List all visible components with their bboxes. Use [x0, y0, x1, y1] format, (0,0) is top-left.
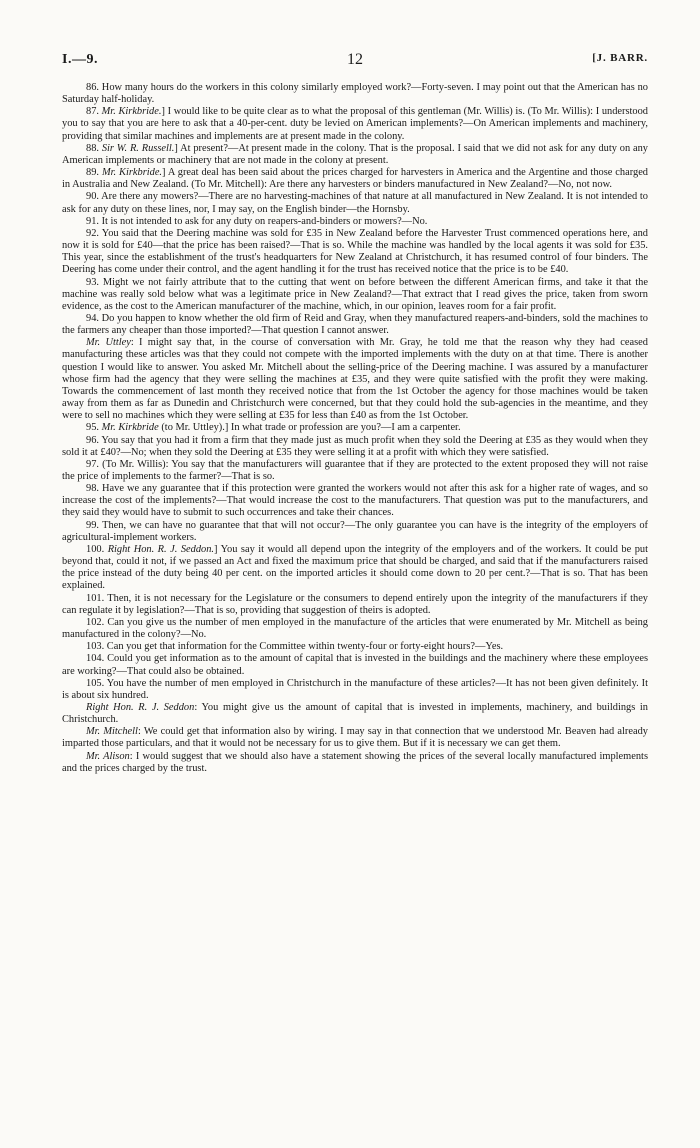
paragraph: [62, 593, 648, 617]
paragraph: [62, 520, 648, 544]
paragraph: [62, 726, 648, 750]
speaker-name: Right Hon. R. J. Seddon.: [107, 543, 214, 555]
speaker-name: Mr. Kirkbride.: [101, 167, 163, 179]
paragraph: [62, 422, 648, 434]
paragraph-text: 96. You say that you had it from a firm that they made just as much profit when they sold the Deering at £35 as they would when they sold it at £40?—No; when they sold the Deering at £35 they were selling it at a profit with which they were satisfied.: [62, 434, 648, 458]
speaker-name: Mr. Alison: [86, 750, 130, 762]
question-number: 88.: [86, 142, 102, 154]
question-number: 95.: [86, 422, 102, 434]
paragraph: [62, 216, 648, 228]
paragraph: [62, 435, 648, 459]
running-header: [62, 52, 648, 74]
paragraph-text: 105. You have the number of men employed in Christchurch in the manufacture of these articles?—It has not been given definitely. It is about six hundred.: [62, 677, 648, 701]
paragraph: [62, 751, 648, 775]
page-number: 12: [347, 51, 363, 68]
paragraph: [62, 544, 648, 593]
paragraph: [62, 337, 648, 422]
paragraph-text: 102. Can you give us the number of men employed in the manufacture of the articles that were enumerated by Mr. Mitchell as being manufactured in the colony?—No.: [62, 616, 648, 641]
paragraph-text: ] At present?—At present made in the colony. That is the proposal. I said that we did not ask for any duty on any American implements or machinery that are not made in the colony at present.: [62, 142, 648, 166]
evidence-text: [62, 82, 648, 775]
paper-reference: I.—9.: [62, 52, 98, 67]
paragraph: [62, 459, 648, 483]
paragraph-text: ] I would like to be quite clear as to what the proposal of this gentleman (Mr. Willis) is. (To Mr. Willis): I understood you to say that you are here to ask that a 40-per-cent. duty be levied on American implements?—On American implements and machinery, providing that similar machines and implements are at present made in the colony.: [62, 106, 649, 142]
paragraph-text: : I would suggest that we should also have a statement showing the prices of the several locally manufactured implements and the prices charged by the trust.: [62, 750, 648, 774]
paragraph-text: : We could get that information also by wiring. I may say in that connection that we understood Mr. Beaven had already imparted those particulars, and that it would not be necessary for us to give them. But if it is necessary we can get them.: [62, 726, 648, 750]
paragraph: [62, 483, 648, 519]
paragraph-text: 98. Have we any guarantee that if this protection were granted the workers would not after this ask for a higher rate of wages, and so increase the cost of the implements?—That would increase the cost to the manufacturers. That question was put to the manufacturers, and they said they would have to submit to such occurrences and take their chances.: [62, 483, 648, 519]
paragraph-text: 90. Are there any mowers?—There are no harvesting-machines of that nature at all manufactured in New Zealand. It is not intended to ask for any duty on these lines, nor, I may say, on the English binder—the Hornsby.: [62, 191, 648, 215]
question-number: 87.: [86, 106, 102, 118]
paragraph: [62, 228, 648, 277]
paragraph: [62, 653, 648, 677]
paragraph-text: 86. How many hours do the workers in this colony similarly employed work?—Forty-seven. I may point out that the American has no Saturday half-holiday.: [62, 82, 648, 106]
paragraph-text: 91. It is not intended to ask for any duty on reapers-and-binders or mowers?—No.: [86, 215, 428, 227]
question-number: 89.: [86, 167, 102, 179]
paragraph-text: : I might say that, in the course of conversation with Mr. Gray, he told me that the reason why they had ceased manufacturing these articles was that they could not compete with the imported implements with the duty on at that time. There is another question I would like to answer. You asked Mr. Mitchell about the selling-price of the Deering machine. I was assured by a manufacturer whose firm had the agency that they were selling the machines at £35, and they were quite satisfied with the profit they were making. Towards the commencement of last month they received notice that from the 1st October the agency for those machines would be taken away from them as far as Dunedin and Christchurch were concerned, but that they could hold the sub-agencies in the meantime, and they were to sell no machines which they were selling at £35 for less than £40 as from the 1st October.: [62, 337, 648, 422]
witness-name: [J. BARR.: [592, 52, 648, 64]
paragraph: [62, 702, 648, 726]
paragraph: [62, 143, 648, 167]
paragraph: [62, 277, 648, 313]
paragraph-text: 92. You said that the Deering machine was sold for £35 in New Zealand before the Harvester Trust commenced operations here, and now it is sold for £40—that the price has been raised?—That is so. While the machine was handled by the local agents it was sold for £35. This year, since the establishment of the trust's headquarters for New Zealand at Christchurch, it has resumed control of four binders. The Deering has come under their control, and the agent handling it for the trust has received notice that the price is to be £40.: [62, 227, 648, 276]
paragraph-text: 104. Could you get information as to the amount of capital that is invested in the buildings and the machinery where these employees are working?—That could also be obtained.: [62, 653, 648, 677]
speaker-name: Mr. Kirkbride.: [101, 106, 162, 118]
paragraph-text: : You might give us the amount of capital that is invested in implements, machinery, and buildings in Christchurch.: [62, 701, 648, 726]
paragraph: [62, 313, 648, 337]
paragraph-text: 103. Can you get that information for the Committee within twenty-four or forty-eight hours?—Yes.: [86, 641, 504, 653]
paragraph-text: 97. (To Mr. Willis): You say that the manufacturers will guarantee that if they are protected to the extent proposed they will not raise the price of implements to the farmer?—That is so.: [62, 458, 648, 482]
paragraph: [62, 641, 648, 653]
speaker-name: Right Hon. R. J. Seddon: [86, 701, 195, 713]
paragraph: [62, 82, 648, 106]
paragraph-text: ] You say it would all depend upon the integrity of the employers and of the workers. It could be put beyond that, could it not, if we passed an Act and fixed the maximum price that should be charged, and said that if the manufacturers raised the price instead of the duty being 40 per cent. on the imported articles it should come down to 20 per cent.?—That is so. That has been explained.: [62, 543, 649, 592]
paragraph: [62, 106, 648, 142]
paragraph: [62, 191, 648, 215]
paragraph-text: 101. Then, it is not necessary for the Legislature or the consumers to depend entirely upon the integrity of the manufacturers if they can regulate it by legislation?—That is so, providing that suggestion of theirs is adopted.: [62, 592, 648, 616]
speaker-name: Mr. Mitchell: [86, 726, 138, 738]
speaker-name: Mr. Uttley: [86, 337, 131, 349]
paragraph: [62, 678, 648, 702]
paragraph-text: 94. Do you happen to know whether the old firm of Reid and Gray, when they manufactured reapers-and-binders, sold the machines to the farmers any cheaper than those imported?—That question I cannot answer.: [62, 312, 648, 337]
speaker-name: Mr. Kirkbride: [101, 422, 159, 434]
paragraph: [62, 617, 648, 641]
speaker-name: Sir W. R. Russell.: [101, 142, 175, 154]
paragraph: [62, 167, 648, 191]
paragraph-text: (to Mr. Uttley).] In what trade or profession are you?—I am a carpenter.: [158, 422, 461, 434]
paragraph-text: ] A great deal has been said about the prices charged for harvesters in America and the Argentine and those charged in Australia and New Zealand. (To Mr. Mitchell): Are there any harvesters or binders manufactured in New Zealand?—No, not now.: [62, 167, 649, 191]
question-number: 100.: [86, 543, 108, 555]
paragraph-text: 93. Might we not fairly attribute that to the cutting that went on before between the different American firms, and take it that the machine was really sold below what was a legitimate price in New Zealand?—That extract that I read gives the price, taken from sworn evidence, as the cost to the American manufacturer of the machine, which, in our opinion, leaves room for a fair profit.: [62, 276, 648, 312]
paragraph-text: 99. Then, we can have no guarantee that that will not occur?—The only guarantee you can have is the integrity of the employers of agricultural-implement workers.: [62, 519, 648, 543]
